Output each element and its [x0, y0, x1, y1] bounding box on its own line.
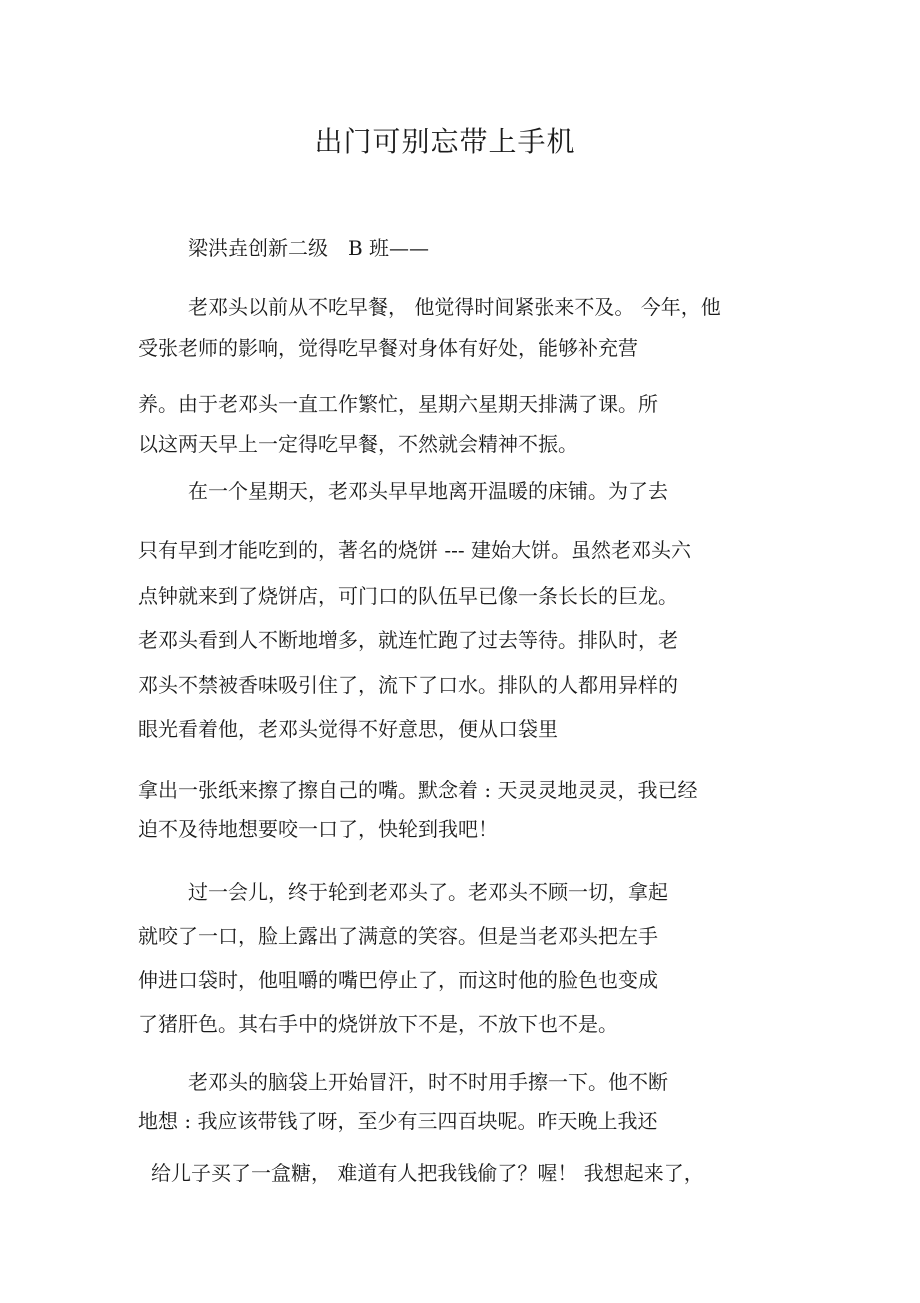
paragraph-line: 老邓头以前从不吃早餐， 他觉得时间紧张来不及。 今年，他: [188, 295, 721, 319]
paragraph-line: 受张老师的影响，觉得吃早餐对身体有好处，能够补充营: [138, 336, 638, 360]
paragraph-line: 了猪肝色。其右手中的烧饼放下不是，不放下也不是。: [138, 1012, 618, 1036]
paragraph-line: 邓头不禁被香味吸引住了，流下了口水。排队的人都用异样的: [138, 673, 678, 697]
paragraph-line: 以这两天早上一定得吃早餐，不然就会精神不振。: [138, 432, 578, 456]
paragraph-line: 只有早到才能吃到的，著名的烧饼 --- 建始大饼。虽然老邓头六: [138, 538, 691, 562]
document-title: 出门可别忘带上手机: [314, 125, 576, 158]
paragraph-line: 老邓头的脑袋上开始冒汗，时不时用手擦一下。他不断: [188, 1070, 668, 1094]
paragraph-line: 养。由于老邓头一直工作繁忙，星期六星期天排满了课。所: [138, 392, 658, 416]
paragraph-line: 拿出一张纸来擦了擦自己的嘴。默念着 : 天灵灵地灵灵，我已经: [138, 778, 698, 802]
paragraph-line: 就咬了一口，脸上露出了满意的笑容。但是当老邓头把左手: [138, 924, 658, 948]
author-line: 梁洪垚创新二级 B 班——: [188, 236, 430, 260]
paragraph-line: 过一会儿，终于轮到老邓头了。老邓头不顾一切，拿起: [188, 880, 668, 904]
paragraph-line: 伸进口袋时，他咀嚼的嘴巴停止了，而这时他的脸色也变成: [138, 968, 658, 992]
paragraph-line: 迫不及待地想要咬一口了，快轮到我吧！: [138, 817, 498, 841]
paragraph-line: 在一个星期天，老邓头早早地离开温暖的床铺。为了去: [188, 479, 668, 503]
paragraph-line: 老邓头看到人不断地增多，就连忙跑了过去等待。排队时，老: [138, 628, 678, 652]
paragraph-line: 地想 : 我应该带钱了呀，至少有三四百块呢。昨天晚上我还: [138, 1109, 658, 1133]
paragraph-line: 点钟就来到了烧饼店，可门口的队伍早已像一条长长的巨龙。: [138, 584, 678, 608]
paragraph-line: 眼光看着他，老邓头觉得不好意思，便从口袋里: [138, 717, 558, 741]
paragraph-line: 给儿子买了一盒糖， 难道有人把我钱偷了？喔！ 我想起来了，: [151, 1161, 704, 1185]
